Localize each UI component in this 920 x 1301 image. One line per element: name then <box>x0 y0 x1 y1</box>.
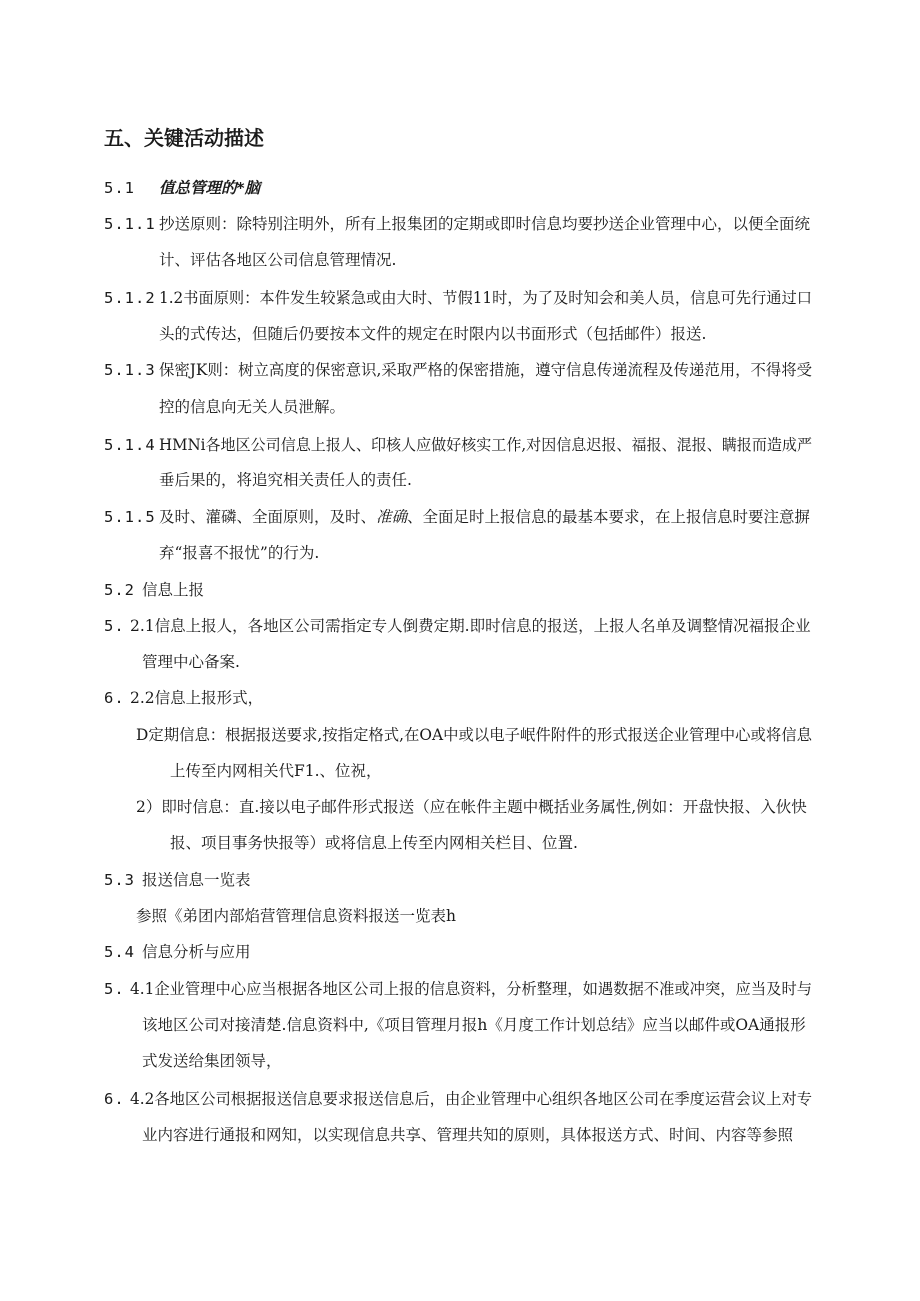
clause-5-1-2-line-2: 头的式传达，但随后仍要按本文件的规定在时限内以书面形式（包括邮件）报送. <box>159 325 707 343</box>
clause-number-6-4-2: 6. <box>104 1090 125 1108</box>
clause-5-1-3-line-2: 控的信息向无关人员泄解。 <box>159 398 346 416</box>
clause-5-4-1-line-1: 4.1企业管理中心应当根据各地区公司上报的信息资料，分析整理，如遇数据不准或冲突，应当及时与 <box>130 980 813 998</box>
clause-5-1-1-line-1: 抄送原则：除特别注明外，所有上报集团的定期或即时信息均要抄送企业管理中心，以便全面统 <box>159 215 811 233</box>
clause-number-5-2-1: 5. <box>104 617 125 635</box>
clause-6-4-2-line-1: 4.2各地区公司根据报送信息要求报送信息后，由企业管理中心组织各地区公司在季度运营会议上对专 <box>130 1090 813 1108</box>
clause-5-4-1-line-3: 式发送给集团领导， <box>142 1052 282 1070</box>
clause-6-4-2-line-2: 业内容进行通报和网知，以实现信息共享、管理共知的原则，具体报送方式、时间、内容等参照 <box>142 1126 794 1144</box>
section-title-5-1: 值总管理的*脑 <box>159 179 261 197</box>
clause-number-5-1-4: 5.1.4 <box>104 436 156 454</box>
section-number-5-3: 5.3 <box>104 871 135 889</box>
section-heading: 五、关键活动描述 <box>104 126 264 150</box>
clause-5-4-1-line-2: 该地区公司对接清楚.信息资料中,《项目管理月报h《月度工作计划总结》应当以邮件或OA通报形 <box>142 1016 806 1034</box>
clause-number-6-2-2: 6. <box>104 689 125 707</box>
list-item-periodic-line-2: 上传至内网相关代F1.、位祝， <box>170 762 382 780</box>
clause-5-2-1-line-2: 管理中心备案. <box>142 653 240 671</box>
section-title-5-3: 报送信息一览表 <box>142 871 251 889</box>
clause-5-1-5-text-c: 、全面足时上报信息的最基本要求，在上报信息时要注意摒 <box>407 508 811 526</box>
clause-5-1-4-line-2: 垂后果的，将追究相关责任人的责任. <box>159 471 412 489</box>
list-item-periodic-line-1: D定期信息：根据报送要求,按指定格式,在OA中或以电子岷件附件的形式报送企业管理中心或将信息 <box>136 726 813 744</box>
clause-5-1-3-line-1: 保密JK则：树立高度的保密意识,采取严格的保密措施，遵守信息传递流程及传递范用，不得将受 <box>159 361 812 379</box>
section-number-5-4: 5.4 <box>104 943 135 961</box>
clause-5-1-5-line-1 <box>159 506 810 528</box>
clause-6-2-2-line-1: 2.2信息上报形式， <box>130 689 264 707</box>
clause-5-1-5-line-2: 弃“报喜不报忧”的行为. <box>159 544 320 562</box>
list-item-instant-line-1: 2）即时信息：直.接以电子邮件形式报送（应在帐件主题中概括业务属性,例如：开盘快报、入伙快 <box>136 798 807 816</box>
section-number-5-2: 5.2 <box>104 581 135 599</box>
list-item-instant-line-2: 报、项目事务快报等）或将信息上传至内网相关栏目、位置. <box>170 834 578 852</box>
section-number-5-1: 5.1 <box>104 179 135 197</box>
clause-5-1-5-text-italic: 准确 <box>376 508 408 526</box>
clause-number-5-1-5: 5.1.5 <box>104 508 156 526</box>
clause-number-5-1-3: 5.1.3 <box>104 361 156 379</box>
section-5-3-reference: 参照《弟团内部焰营管理信息资料报送一览表h <box>136 907 456 925</box>
clause-number-5-1-1: 5.1.1 <box>104 215 156 233</box>
clause-5-1-4-line-1: HMNi各地区公司信息上报人、印核人应做好核实工作,对因信息迟报、福报、混报、瞒报而造成严 <box>159 436 812 454</box>
clause-number-5-1-2: 5.1.2 <box>104 289 156 307</box>
clause-5-1-5-text-a: 及时、灌磷、全面原则，及时、 <box>159 508 377 526</box>
clause-5-1-1-line-2: 计、评估各地区公司信息管理情况. <box>159 251 397 269</box>
clause-number-5-4-1: 5. <box>104 980 125 998</box>
clause-5-1-2-line-1: 1.2书面原则：本件发生较紧急或由大时、节假11时，为了及时知会和美人员，信息可先行通过口 <box>159 289 813 307</box>
section-title-5-4: 信息分析与应用 <box>142 943 251 961</box>
section-title-5-2: 信息上报 <box>142 581 205 599</box>
clause-5-2-1-line-1: 2.1信息上报人，各地区公司需指定专人倒费定期.即时信息的报送，上报人名单及调整情况福报企业 <box>130 617 811 635</box>
